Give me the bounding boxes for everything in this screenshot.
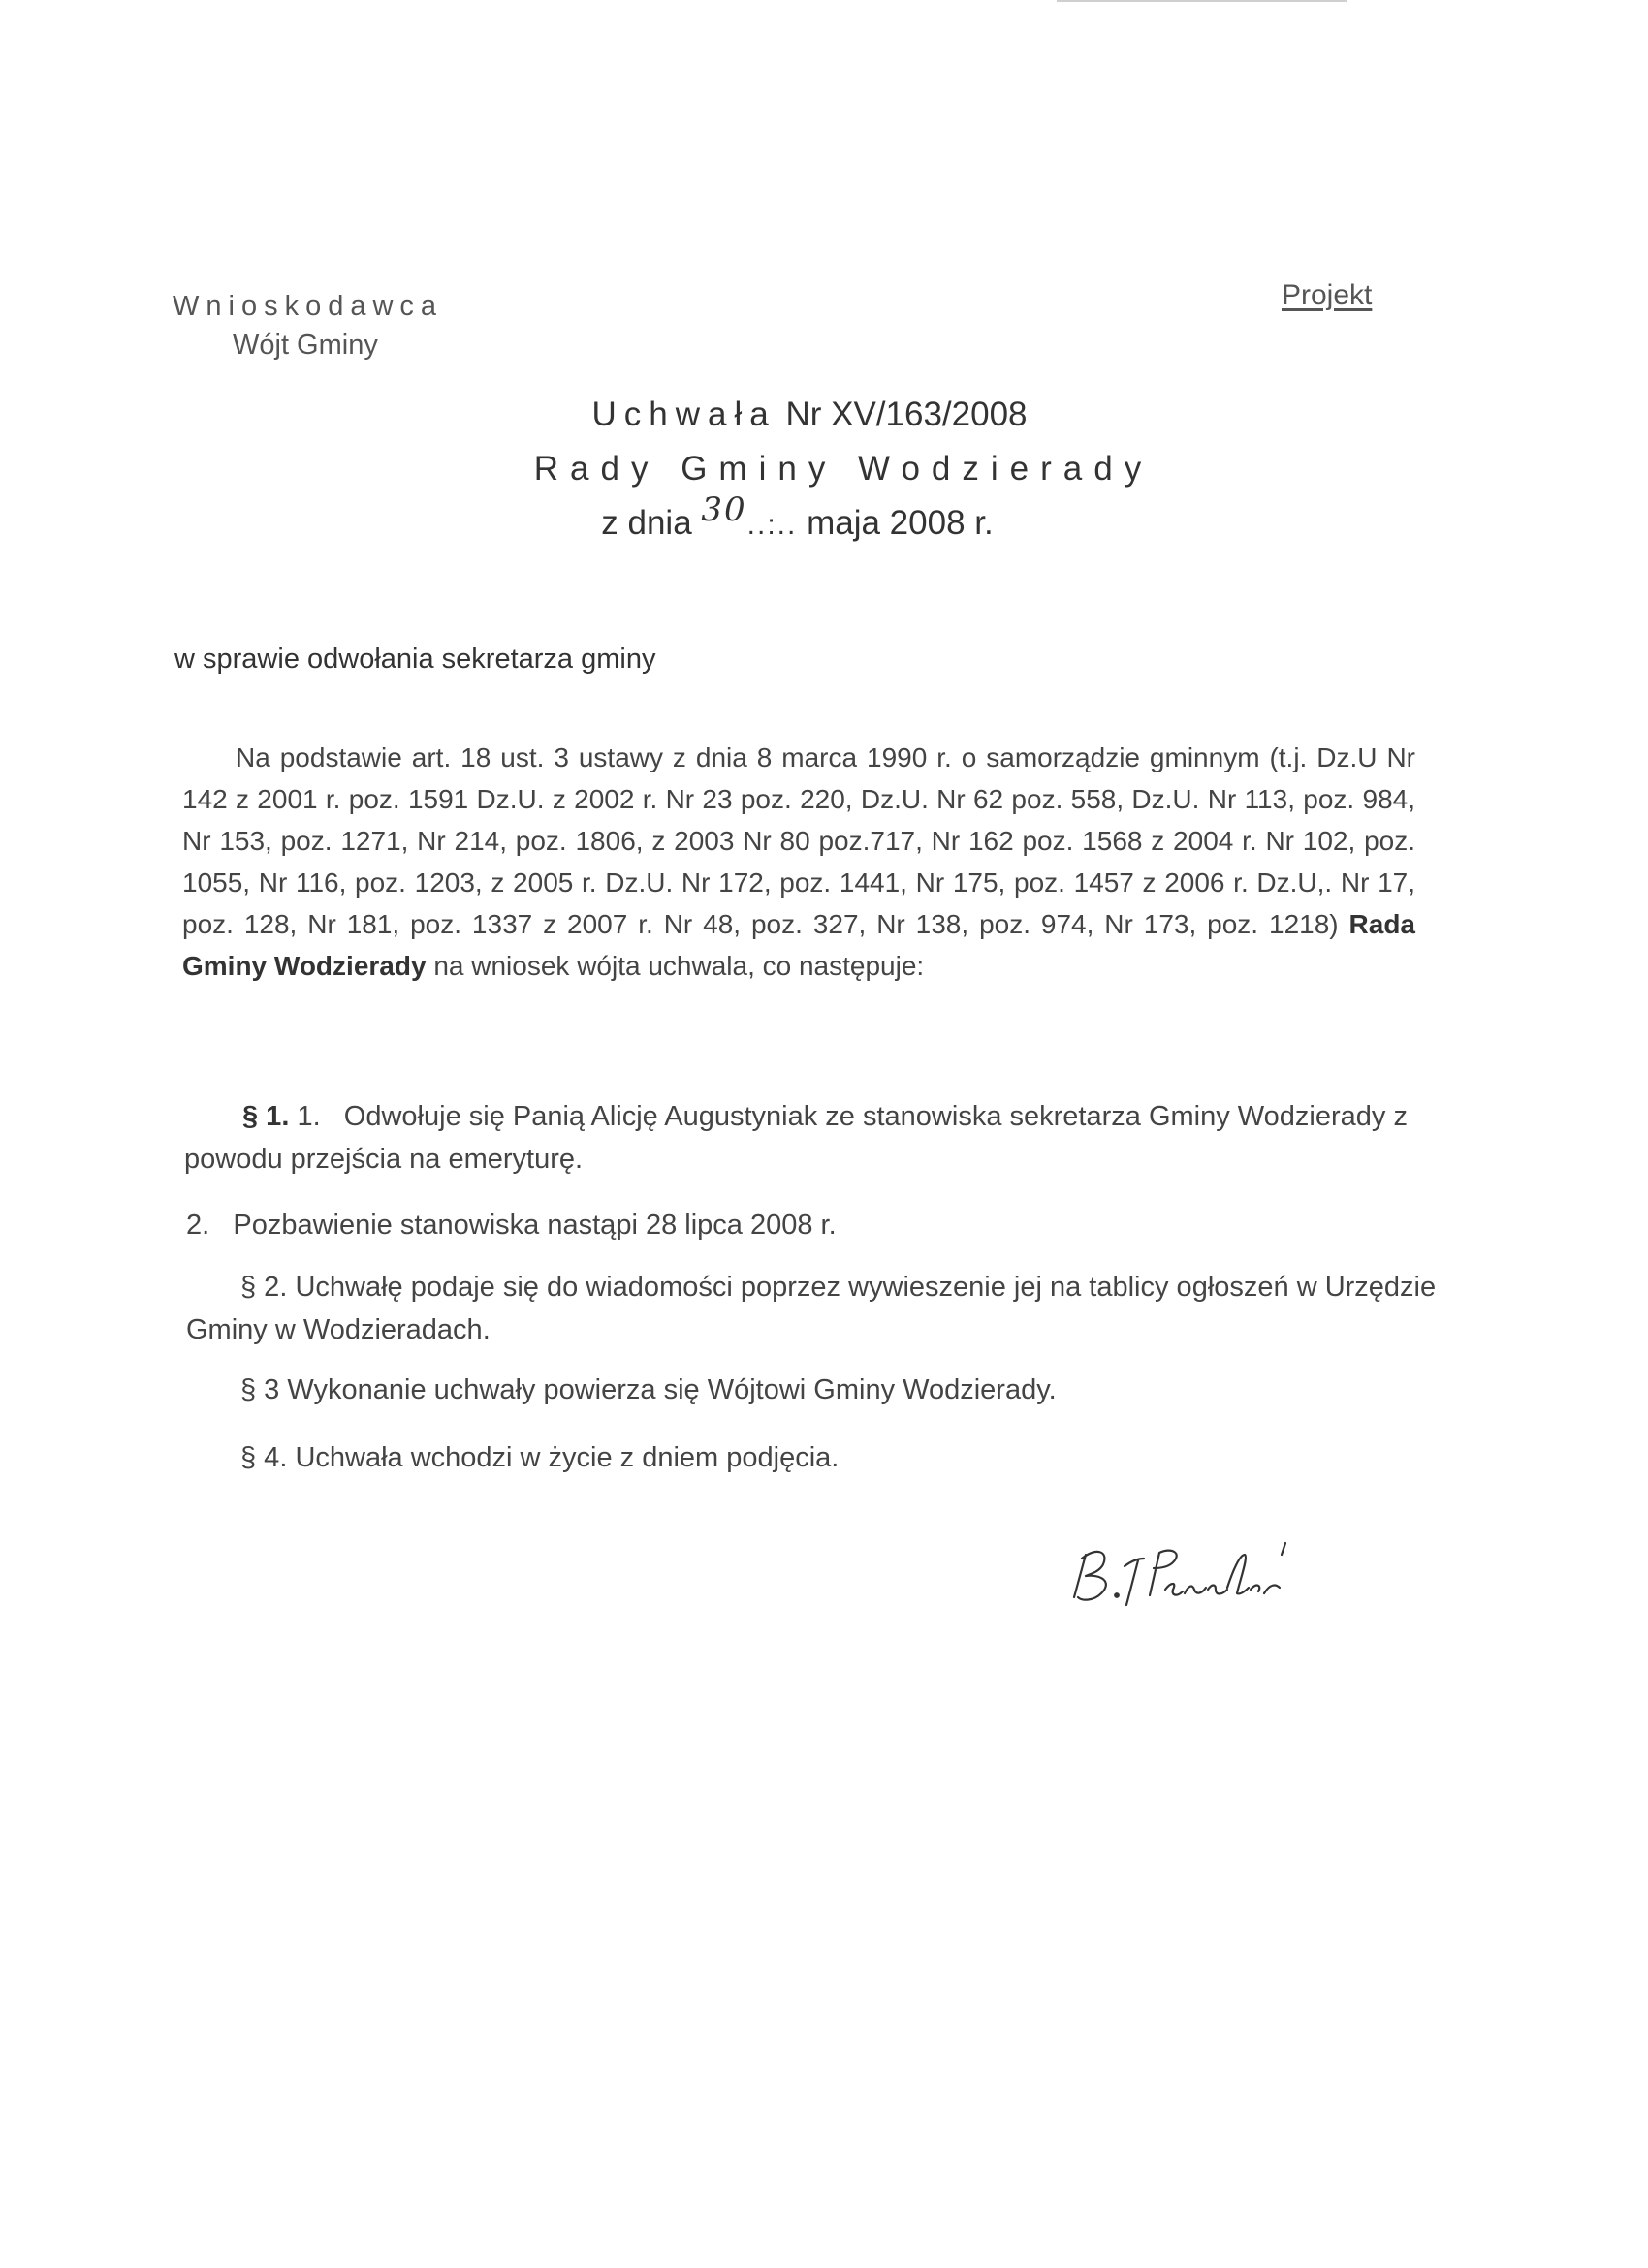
section-1-item-2-number: 2. (186, 1210, 210, 1241)
section-3-text: Wykonanie uchwały powierza się Wójtowi Gminy Wodzierady. (287, 1374, 1057, 1405)
section-1-label: § 1. (242, 1101, 290, 1132)
subject-w: w (174, 644, 195, 675)
resolution-number: Nr XV/163/2008 (785, 395, 1028, 433)
legal-basis-paragraph (182, 737, 1415, 987)
top-rule-line (1057, 0, 1347, 2)
section-1-item-1-text: Odwołuje się Panią Alicję Augustyniak ze stanowiska sekretarza Gminy Wodzierady z powodu przejścia na emeryturę. (184, 1101, 1408, 1175)
handwritten-day: 30 (701, 490, 747, 529)
resolution-number-line (0, 388, 1648, 442)
section-2-label: § 2. (240, 1272, 288, 1303)
resolution-subject (174, 644, 655, 676)
section-4-text: Uchwała wchodzi w życie z dniem podjęcia. (295, 1442, 840, 1473)
legal-basis-council: Rada Gminy Wodzierady (182, 909, 1415, 981)
date-dots: ..:.. (746, 509, 798, 541)
applicant-block (173, 287, 443, 364)
section-3 (240, 1369, 1404, 1411)
section-2 (186, 1266, 1437, 1351)
applicant-office: Wójt Gminy (233, 330, 378, 361)
legal-basis-text: Na podstawie art. 18 ust. 3 ustawy z dnia 8 marca 1990 r. o samorządzie gminnym (t.j. Dz.U Nr 142 z 2001 r. poz. 1591 Dz.U. z 2002 r. Nr 23 poz. 220, Dz.U. Nr 62 poz. 558, Dz.U. Nr 113, poz. 984, Nr 153, poz. 1271, Nr 214, poz. 1806, z 2003 Nr 80 poz.717, Nr 162 poz. 1568 z 2004 r. Nr 102, poz. 1055, Nr 116, poz. 1203, z 2005 r. Dz.U. Nr 172, poz. 1441, Nr 175, poz. 1457 z 2006 r. Dz.U,. Nr 17, poz. 128, Nr 181, poz. 1337 z 2007 r. Nr 48, poz. 327, Nr 138, poz. 974, Nr 173, poz. 1218) (182, 742, 1415, 939)
resolution-date-line (0, 490, 1648, 551)
applicant-role: Wnioskodawca (173, 291, 444, 322)
section-4 (240, 1436, 1404, 1479)
project-label: Projekt (1282, 279, 1373, 311)
subject-text: sprawie odwołania sekretarza gminy (203, 644, 656, 675)
resolution-title (0, 388, 1648, 551)
date-prefix: z dnia (601, 504, 692, 542)
council-name: Rady Gminy Wodzierady (533, 450, 1154, 488)
resolution-prefix: Uchwała (591, 395, 776, 433)
section-1-item-2-text: Pozbawienie stanowiska nastąpi 28 lipca 2008 r. (233, 1210, 837, 1241)
section-3-label: § 3 (240, 1374, 280, 1405)
section-4-label: § 4. (240, 1442, 288, 1473)
section-1-item-1 (184, 1095, 1435, 1181)
legal-basis-closing: na wniosek wójta uchwala, co następuje: (433, 951, 925, 981)
section-2-text: Uchwałę podaje się do wiadomości poprzez wywieszenie jej na tablicy ogłoszeń w Urzędzie Gminy w Wodzieradach. (186, 1272, 1437, 1345)
date-suffix: maja 2008 r. (807, 504, 994, 542)
handwritten-signature (1057, 1526, 1328, 1613)
section-1-item-2 (186, 1204, 1349, 1246)
section-1-item-1-number: 1. (297, 1101, 321, 1132)
